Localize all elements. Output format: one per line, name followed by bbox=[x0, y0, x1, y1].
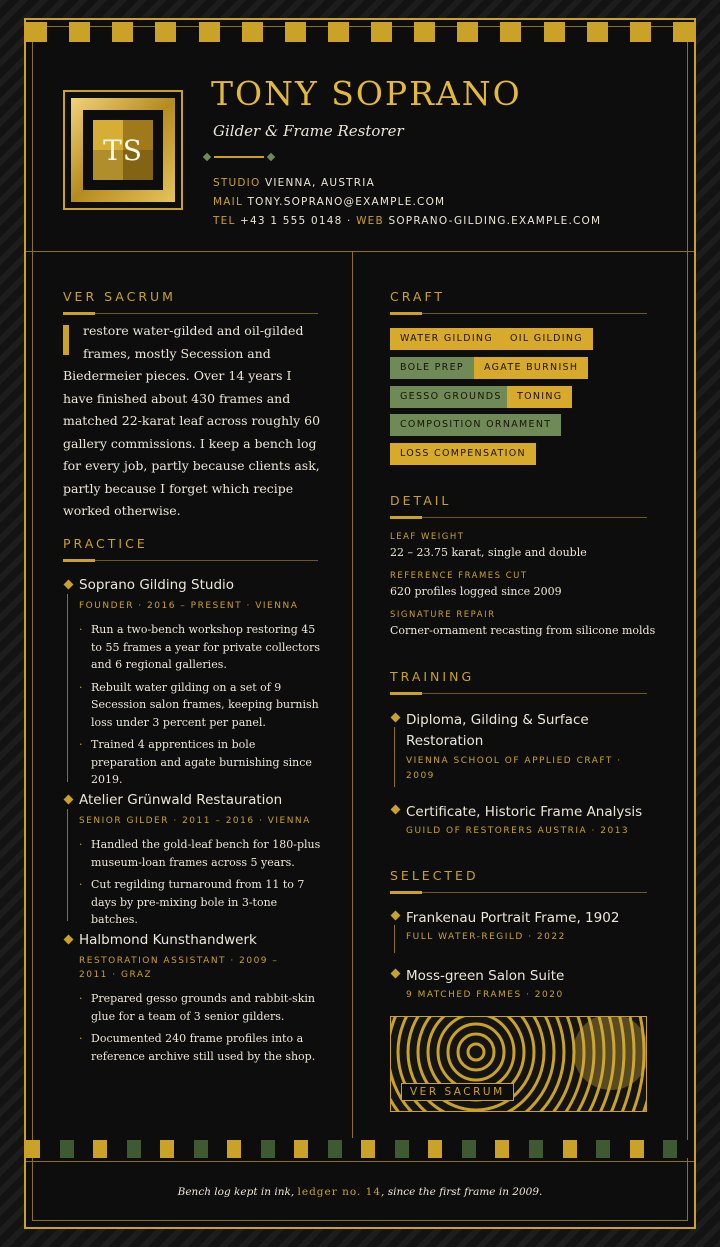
skill-tag: WATER GILDING bbox=[390, 328, 503, 350]
drop-cap-bar bbox=[63, 325, 69, 355]
concentric-circles-artwork bbox=[390, 1016, 647, 1112]
checker-square bbox=[663, 1140, 677, 1158]
checker-square bbox=[412, 1140, 426, 1158]
checker-square bbox=[93, 1140, 107, 1158]
column-divider bbox=[352, 252, 353, 1138]
footer-divider bbox=[26, 1161, 694, 1162]
training-title: Certificate, Historic Frame Analysis bbox=[406, 804, 643, 820]
detail-value: Corner-ornament recasting from silicone molds bbox=[390, 624, 656, 637]
checker-square bbox=[613, 1140, 627, 1158]
checker-square bbox=[479, 1140, 493, 1158]
bottom-checker-border bbox=[26, 1140, 694, 1158]
checker-square bbox=[673, 22, 694, 42]
selected-meta: 9 MATCHED FRAMES · 2020 bbox=[406, 990, 564, 1000]
checker-square bbox=[285, 22, 306, 42]
contact-studio: STUDIO VIENNA, AUSTRIA bbox=[213, 177, 375, 189]
checker-square bbox=[227, 1140, 241, 1158]
job-bullets bbox=[91, 836, 323, 934]
web-link[interactable]: SOPRANO-GILDING.EXAMPLE.COM bbox=[388, 215, 602, 227]
training-title: Diploma, Gilding & Surface Restoration bbox=[406, 712, 589, 749]
header-divider bbox=[26, 251, 694, 252]
job-meta: RESTORATION ASSISTANT · 2009 – 2011 · GRAZ bbox=[79, 956, 279, 980]
bullet-item: · Run a two-bench workshop restoring 45 to 55 frames a year for private collectors and 6 regional galleries. bbox=[91, 621, 323, 674]
checker-square bbox=[563, 1140, 577, 1158]
monogram-text: TS bbox=[103, 133, 143, 167]
role-subtitle: Gilder & Frame Restorer bbox=[213, 122, 404, 140]
checker-square bbox=[587, 22, 608, 42]
checker-square bbox=[261, 1140, 275, 1158]
training-meta: VIENNA SCHOOL OF APPLIED CRAFT · 2009 bbox=[406, 756, 622, 781]
job-title: Halbmond Kunsthandwerk bbox=[79, 932, 257, 948]
checker-square bbox=[26, 1140, 40, 1158]
checker-square bbox=[112, 22, 133, 42]
section-heading-ver-sacrum: VER SACRUM bbox=[63, 289, 318, 314]
checker-square bbox=[155, 22, 176, 42]
checker-square bbox=[495, 1140, 509, 1158]
bullet-item: · Cut regilding turnaround from 11 to 7 days by pre-mixing bole in 3-tone batches. bbox=[91, 876, 323, 929]
bullet-item: · Rebuilt water gilding on a set of 9 Secession salon frames, keeping burnish loss under 3 percent per panel. bbox=[91, 679, 323, 732]
detail-value: 22 – 23.75 karat, single and double bbox=[390, 546, 587, 559]
job-meta: FOUNDER · 2016 – PRESENT · VIENNA bbox=[79, 601, 299, 611]
checker-square bbox=[646, 1140, 660, 1158]
checker-square bbox=[69, 22, 90, 42]
checker-square bbox=[110, 1140, 124, 1158]
bullet-item: · Prepared gesso grounds and rabbit-skin glue for a team of 3 senior gilders. bbox=[91, 990, 323, 1025]
checker-square bbox=[596, 1140, 610, 1158]
skill-tag: BOLE PREP bbox=[390, 357, 474, 379]
checker-square bbox=[630, 1140, 644, 1158]
checker-square bbox=[462, 1140, 476, 1158]
checker-square bbox=[127, 1140, 141, 1158]
checker-square bbox=[76, 1140, 90, 1158]
intro-paragraph: restore water-gilded and oil-gilded frames, mostly Secession and Biedermeier pieces. Over 14 years I have finished about 430 frames and matched 22-karat leaf across roughly 60 gallery commissions. I keep a bench log for every job, partly because clients ask, partly because I forget which recipe worked otherwise. bbox=[63, 323, 321, 518]
checker-square bbox=[242, 22, 263, 42]
skill-tag: COMPOSITION ORNAMENT bbox=[390, 414, 561, 436]
checker-square bbox=[294, 1140, 308, 1158]
skill-tag: OIL GILDING bbox=[500, 328, 593, 350]
checker-square bbox=[345, 1140, 359, 1158]
section-heading-practice: PRACTICE bbox=[63, 536, 318, 561]
checker-square bbox=[428, 1140, 442, 1158]
selected-meta: FULL WATER-REGILD · 2022 bbox=[406, 932, 566, 942]
checker-square bbox=[512, 1140, 526, 1158]
artwork-label: VER SACRUM bbox=[401, 1083, 514, 1101]
section-heading-training: TRAINING bbox=[390, 669, 647, 694]
checker-square bbox=[361, 1140, 375, 1158]
checker-square bbox=[160, 1140, 174, 1158]
checker-square bbox=[143, 1140, 157, 1158]
checker-square bbox=[579, 1140, 593, 1158]
training-meta: GUILD OF RESTORERS AUSTRIA · 2013 bbox=[406, 826, 630, 836]
skill-tag: AGATE BURNISH bbox=[474, 357, 588, 379]
checker-square bbox=[546, 1140, 560, 1158]
checker-square bbox=[43, 1140, 57, 1158]
bullet-item: · Trained 4 apprentices in bole preparation and agate burnishing since 2019. bbox=[91, 736, 323, 789]
checker-square bbox=[414, 22, 435, 42]
detail-label: REFERENCE FRAMES CUT bbox=[390, 571, 528, 581]
checker-square bbox=[60, 1140, 74, 1158]
detail-label: LEAF WEIGHT bbox=[390, 532, 465, 542]
name-heading: TONY SOPRANO bbox=[211, 74, 522, 113]
checker-square bbox=[371, 22, 392, 42]
checker-square bbox=[680, 1140, 694, 1158]
checker-square bbox=[328, 1140, 342, 1158]
checker-square bbox=[529, 1140, 543, 1158]
checker-square bbox=[500, 22, 521, 42]
detail-label: SIGNATURE REPAIR bbox=[390, 610, 496, 620]
contact-tel-web: TEL +43 1 555 0148 · WEB SOPRANO-GILDING.EXAMPLE.COM bbox=[213, 215, 602, 227]
job-bullets bbox=[91, 990, 323, 1070]
checker-square bbox=[311, 1140, 325, 1158]
selected-title: Moss-green Salon Suite bbox=[406, 968, 565, 984]
job-title: Soprano Gilding Studio bbox=[79, 577, 235, 593]
selected-title: Frankenau Portrait Frame, 1902 bbox=[406, 910, 620, 926]
section-heading-selected: SELECTED bbox=[390, 868, 647, 893]
job-title: Atelier Grünwald Restauration bbox=[79, 792, 283, 808]
checker-square bbox=[277, 1140, 291, 1158]
resume-frame bbox=[24, 18, 696, 1229]
checker-square bbox=[378, 1140, 392, 1158]
job-bullets bbox=[91, 621, 323, 794]
checker-square bbox=[630, 22, 651, 42]
checker-square bbox=[445, 1140, 459, 1158]
section-heading-detail: DETAIL bbox=[390, 493, 647, 518]
checker-square bbox=[210, 1140, 224, 1158]
checker-square bbox=[544, 22, 565, 42]
bullet-item: · Handled the gold-leaf bench for 180-plus museum-loan frames across 5 years. bbox=[91, 836, 323, 871]
skill-tag: TONING bbox=[507, 386, 572, 408]
checker-square bbox=[457, 22, 478, 42]
skill-tag: LOSS COMPENSATION bbox=[390, 443, 536, 465]
checker-square bbox=[194, 1140, 208, 1158]
detail-value: 620 profiles logged since 2009 bbox=[390, 585, 562, 598]
checker-square bbox=[244, 1140, 258, 1158]
checker-square bbox=[177, 1140, 191, 1158]
checker-square bbox=[328, 22, 349, 42]
contact-mail[interactable]: MAIL TONY.SOPRANO@EXAMPLE.COM bbox=[213, 196, 446, 208]
job-meta: SENIOR GILDER · 2011 – 2016 · VIENNA bbox=[79, 816, 311, 826]
checker-square bbox=[26, 22, 47, 42]
monogram-badge bbox=[63, 90, 183, 210]
diamond-ornament-icon bbox=[202, 151, 278, 165]
bullet-item: · Documented 240 frame profiles into a reference archive still used by the shop. bbox=[91, 1030, 323, 1065]
top-checker-border bbox=[26, 22, 694, 42]
skill-tag: GESSO GROUNDS bbox=[390, 386, 512, 408]
checker-square bbox=[395, 1140, 409, 1158]
section-heading-craft: CRAFT bbox=[390, 289, 647, 314]
footer-note: Bench log kept in ink, ledger no. 14, since the first frame in 2009. bbox=[177, 1186, 543, 1198]
checker-square bbox=[199, 22, 220, 42]
